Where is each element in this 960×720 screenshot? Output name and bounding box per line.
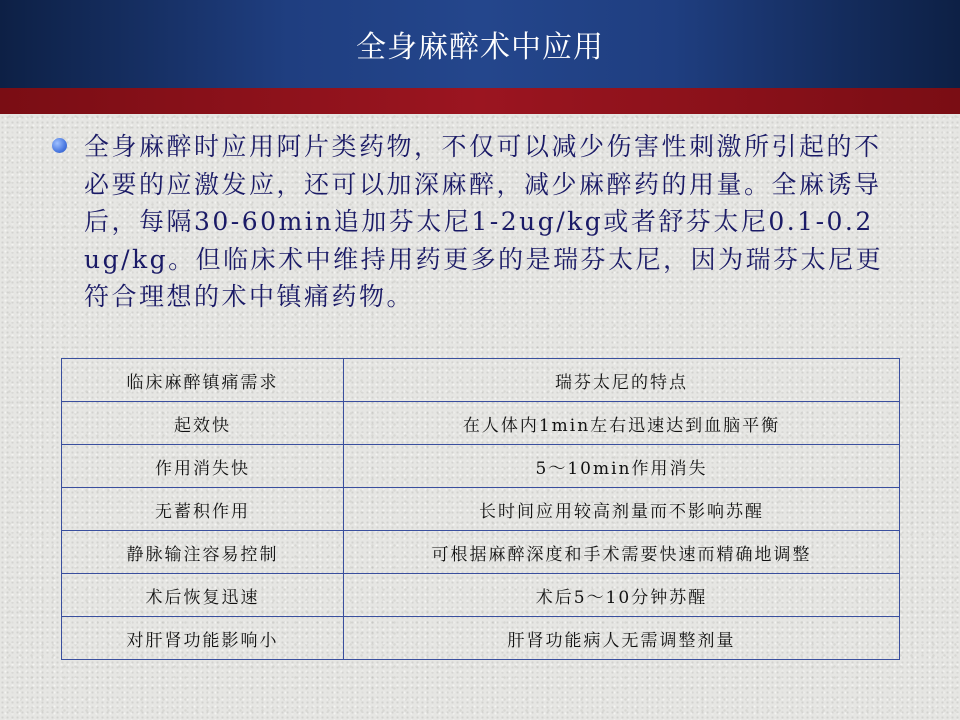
table-cell-feature: 肝肾功能病人无需调整剂量 <box>344 617 900 660</box>
table-row <box>62 531 900 574</box>
table-header-row <box>62 359 900 402</box>
comparison-table <box>61 358 900 660</box>
table-cell-requirement: 对肝肾功能影响小 <box>62 617 344 660</box>
table-cell-requirement: 无蓄积作用 <box>62 488 344 531</box>
table-cell-feature: 术后5～10分钟苏醒 <box>344 574 900 617</box>
bullet-dot-icon <box>52 138 67 153</box>
title-bar <box>0 0 960 88</box>
bullet-text: 全身麻醉时应用阿片类药物，不仅可以减少伤害性刺激所引起的不必要的应激发应，还可以加深麻醉，减少麻醉药的用量。全麻诱导后，每隔30-60min追加芬太尼1-2ug/kg或者舒芬太尼0.1-0.2ug/kg。但临床术中维持用药更多的是瑞芬太尼，因为瑞芬太尼更符合理想的术中镇痛药物。 <box>84 132 884 311</box>
table-row <box>62 617 900 660</box>
table-cell-feature: 5～10min作用消失 <box>344 445 900 488</box>
table-row <box>62 574 900 617</box>
table-cell-requirement: 术后恢复迅速 <box>62 574 344 617</box>
table-header-cell-requirement: 临床麻醉镇痛需求 <box>62 359 344 402</box>
table-cell-requirement: 作用消失快 <box>62 445 344 488</box>
table-row <box>62 445 900 488</box>
table-header-cell-feature: 瑞芬太尼的特点 <box>344 359 900 402</box>
table-cell-feature: 可根据麻醉深度和手术需要快速而精确地调整 <box>344 531 900 574</box>
table-cell-feature: 长时间应用较高剂量而不影响苏醒 <box>344 488 900 531</box>
table-cell-requirement: 起效快 <box>62 402 344 445</box>
comparison-table-container <box>61 358 899 660</box>
table-row <box>62 402 900 445</box>
table-row <box>62 488 900 531</box>
bullet-block <box>52 128 892 316</box>
slide-title: 全身麻醉术中应用 <box>356 30 604 65</box>
table-cell-requirement: 静脉输注容易控制 <box>62 531 344 574</box>
table-cell-feature: 在人体内1min左右迅速达到血脑平衡 <box>344 402 900 445</box>
red-accent-band <box>0 88 960 114</box>
